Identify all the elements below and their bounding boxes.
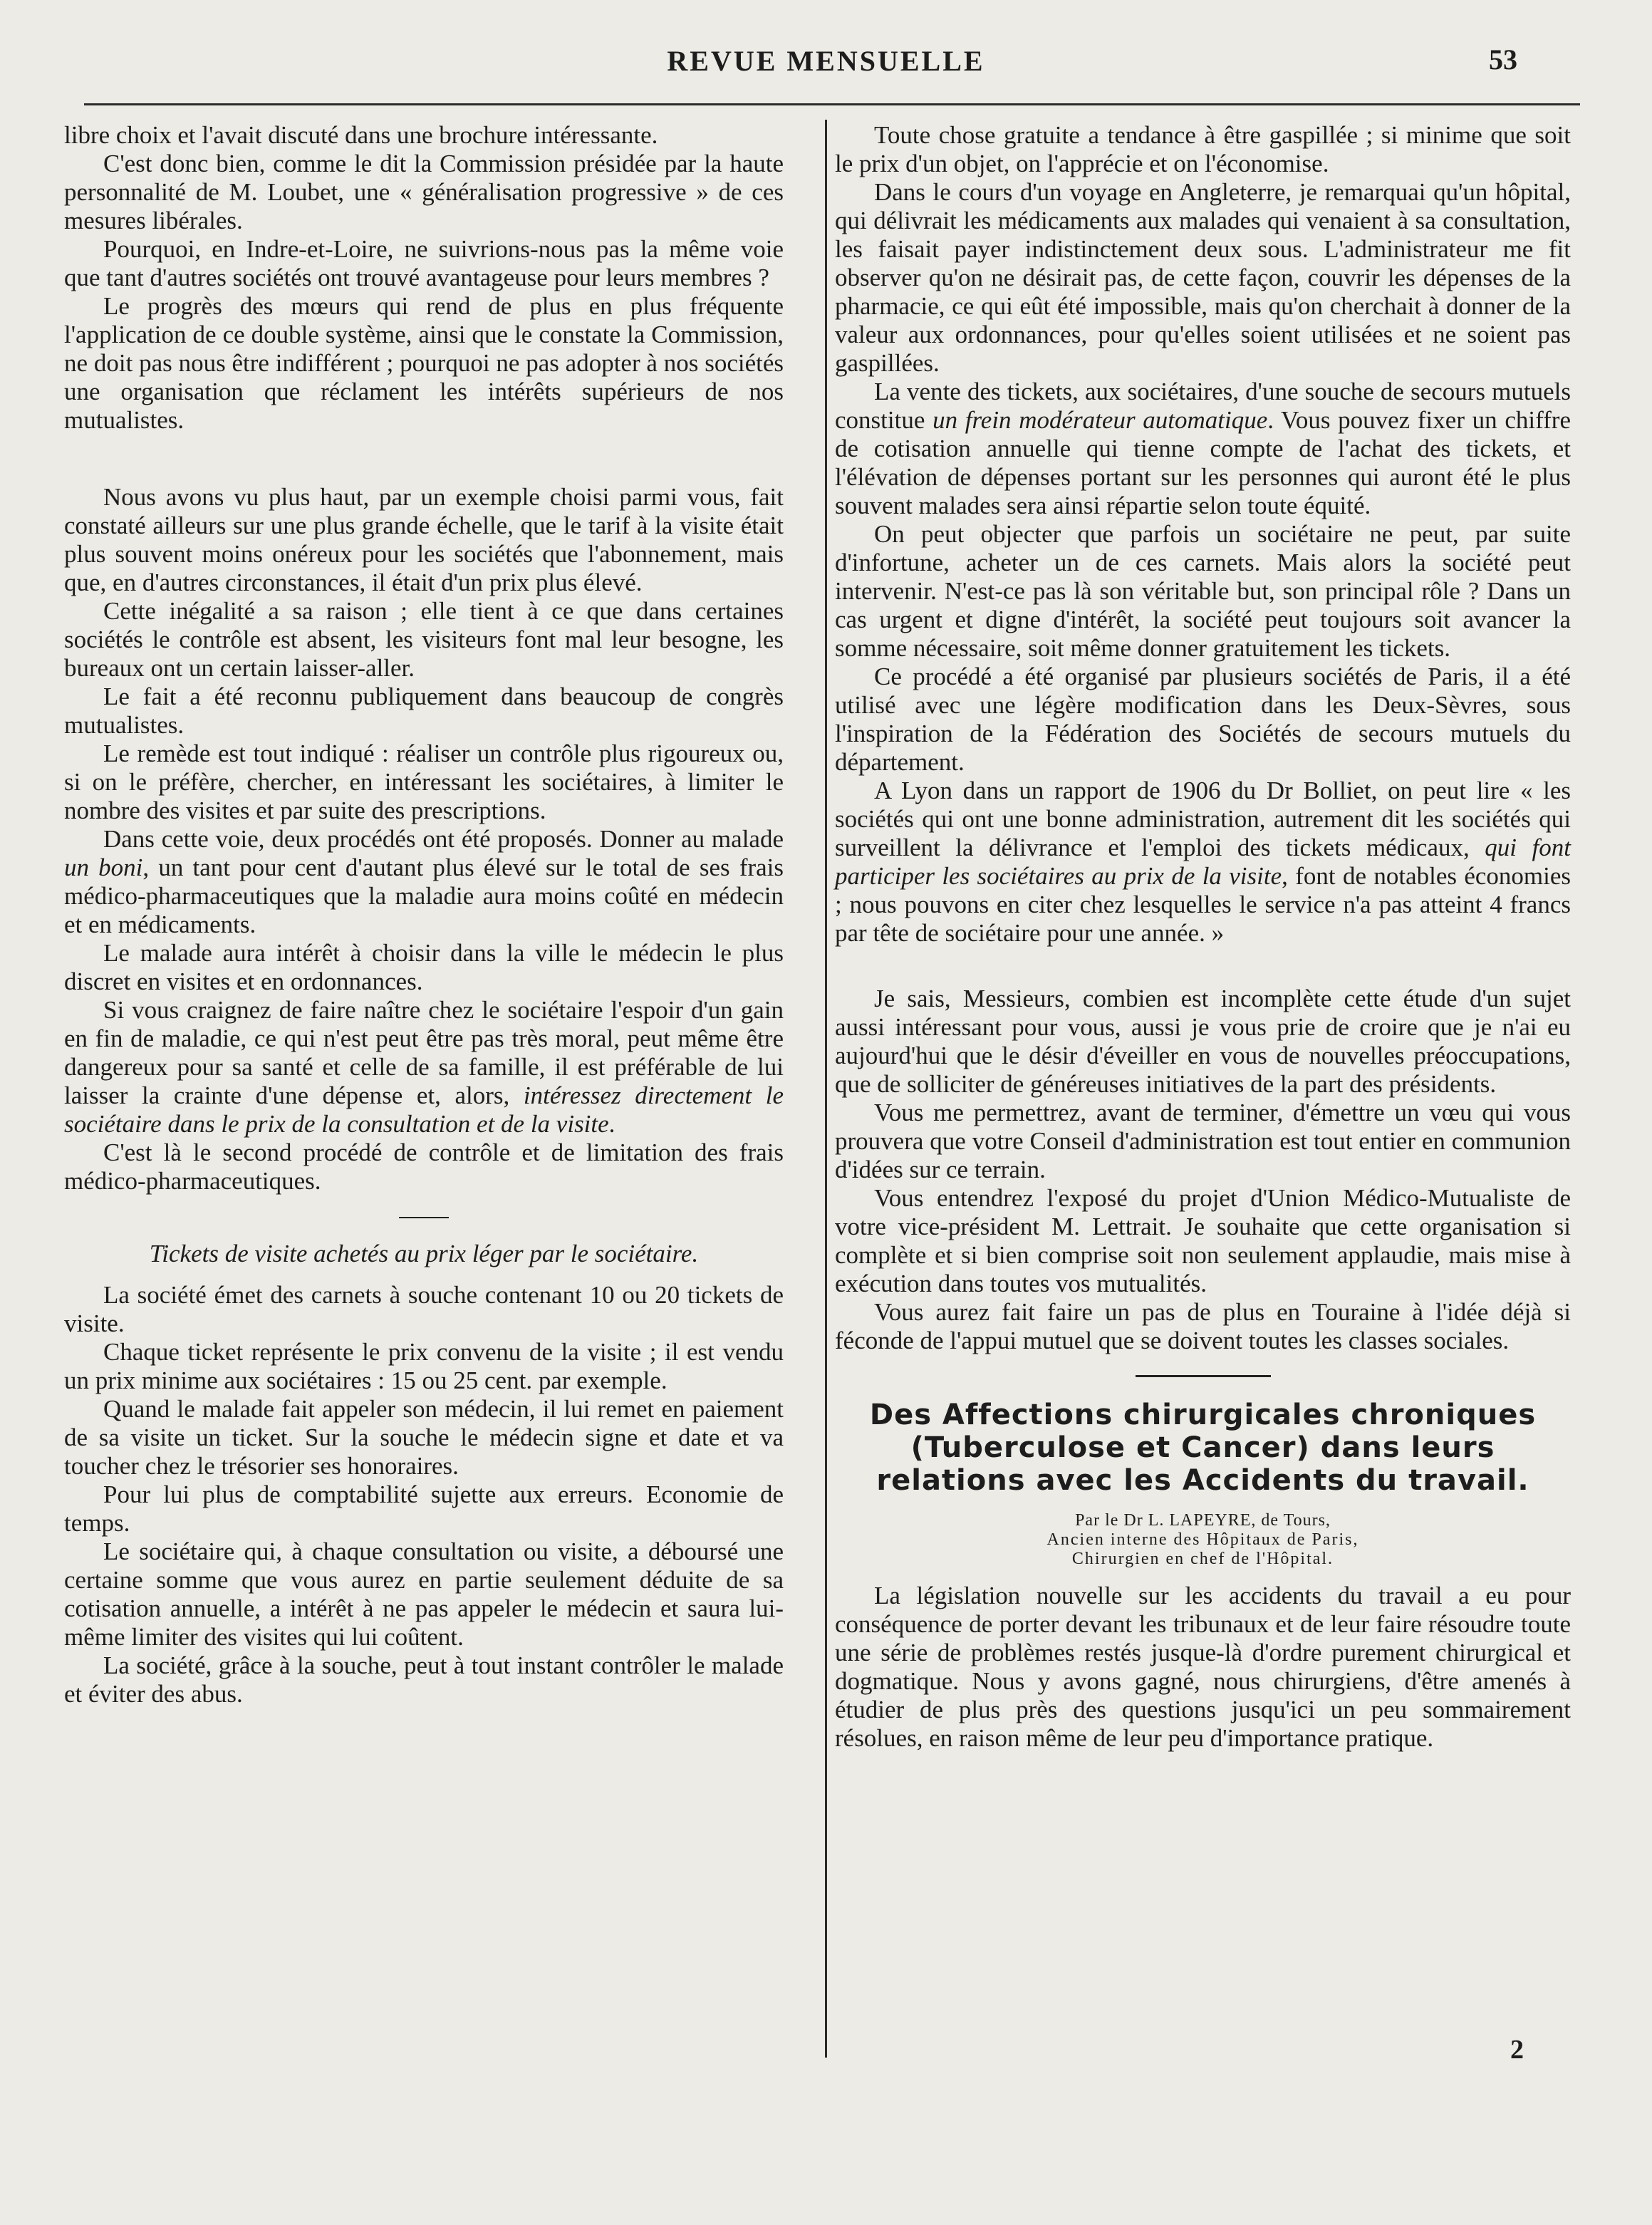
paragraph: Le malade aura intérêt à choisir dans la ville le médecin le plus discret en visites et en ordonnances. xyxy=(64,939,784,995)
paragraph: Le fait a été reconnu publiquement dans beaucoup de congrès mutualistes. xyxy=(64,683,784,739)
paragraph: libre choix et l'avait discuté dans une brochure intéressante. xyxy=(64,121,658,149)
article-title: Des Affections chirurgicales chroniques (Tuberculose et Cancer) dans leurs relations avec les Accidents du travail. xyxy=(869,1399,1537,1497)
subheading: Tickets de visite achetés au prix léger par le sociétaire. xyxy=(149,1240,699,1267)
paragraph: Dans le cours d'un voyage en Angleterre, je remarquai qu'un hôpital, qui délivrait les médicaments aux malades qui venaient à sa consultation, les faisait payer indistinctement deux sous. L'administrateur me fit observer qu'on ne désirait pas, de cette façon, couvrir les dépenses de la pharmacie, ce qui eût été impossible, mais qu'on cherchait à donner de la valeur aux ordonnances, pour qu'elles soient utilisées et ne soient pas gaspillées. xyxy=(835,178,1571,377)
emphasis: intéressez directement le sociétaire dans le prix de la consultation et de la visite xyxy=(64,1082,784,1138)
article-paragraph: La législation nouvelle sur les accidents du travail a eu pour conséquence de porter devant les tribunaux et de leur faire résoudre toute une série de problèmes restés jusque-là d'ordre purement chirurgical et dogmatique. Nous y avons gagné, nous chirurgiens, d'être amenés à étudier de plus près des questions jusqu'ici un peu sommairement résolues, en raison même de leur peu d'importance pratique. xyxy=(835,1582,1571,1752)
paragraph-lyon: A Lyon dans un rapport de 1906 du Dr Bolliet, on peut lire « les sociétés qui ont une bonne administration, autrement dit les sociétés qui surveillent la délivrance et l'emploi des tickets médicaux, qui font participer les sociétaires au prix de la visite, font de notables économies ; nous pouvons en citer chez lesquelles le service n'a pas atteint 4 francs par tête de sociétaire pour une année. » xyxy=(835,777,1572,947)
paragraph: Pour lui plus de comptabilité sujette aux erreurs. Economie de temps. xyxy=(64,1480,784,1537)
article-byline xyxy=(835,1511,1571,1569)
paragraph: C'est là le second procédé de contrôle et de limitation des frais médico-pharmaceutiques. xyxy=(64,1139,784,1195)
emphasis: qui font participer les sociétaires au prix de la visite xyxy=(835,834,1571,890)
paragraph: Vous entendrez l'exposé du projet d'Union Médico-Mutualiste de votre vice-président M. Lettrait. Je souhaite que cette organisation si complète et si bien comprise soit non seulement applaudie, mais mise à exécution dans toutes vos mutualités. xyxy=(835,1184,1571,1297)
byline-position: Chirurgien en chef de l'Hôpital. xyxy=(1071,1550,1334,1568)
paragraph: Cette inégalité a sa raison ; elle tient à ce que dans certaines sociétés le contrôle est absent, les visiteurs font mal leur besogne, les bureaux ont un certain laisser-aller. xyxy=(64,597,784,682)
paragraph: Quand le malade fait appeler son médecin, il lui remet en paiement de sa visite un ticket. Sur la souche le médecin signe et date et va toucher chez le trésorier ses honoraires. xyxy=(64,1395,784,1480)
right-column xyxy=(835,121,1571,1753)
paragraph: Nous avons vu plus haut, par un exemple choisi parmi vous, fait constaté ailleurs sur une plus grande échelle, que le tarif à la visite était plus souvent moins onéreux pour les sociétés que l'abonnement, mais que, en d'autres circonstances, il était d'un prix plus élevé. xyxy=(64,483,784,596)
page-number: 53 xyxy=(1489,43,1517,76)
paragraph: Le progrès des mœurs qui rend de plus en plus fréquente l'application de ce double système, ainsi que le constate la Commission, ne doit pas nous être indifférent ; pourquoi ne pas adopter à nos sociétés une organisation que réclament les intérêts supérieurs de nos mutualistes. xyxy=(64,292,784,434)
paragraph: Ce procédé a été organisé par plusieurs sociétés de Paris, il a été utilisé avec une légère modification dans les Deux-Sèvres, sous l'inspiration de la Fédération des Sociétés de secours mutuels du département. xyxy=(835,663,1571,776)
running-header-title: REVUE MENSUELLE xyxy=(667,45,985,77)
section-gap xyxy=(835,948,1571,985)
byline-author: Par le Dr L. LAPEYRE, de Tours, xyxy=(1075,1511,1331,1530)
signature-mark: 2 xyxy=(1510,2035,1524,2065)
paragraph: Toute chose gratuite a tendance à être gaspillée ; si minime que soit le prix d'un objet, on l'apprécie et on l'économise. xyxy=(835,121,1571,177)
paragraph: Chaque ticket représente le prix convenu de la visite ; il est vendu un prix minime aux sociétaires : 15 ou 25 cent. par exemple. xyxy=(64,1338,784,1394)
paragraph: On peut objecter que parfois un sociétaire ne peut, par suite d'infortune, acheter un de ces carnets. Mais alors la société peut intervenir. N'est-ce pas là son véritable but, son principal rôle ? Dans un cas urgent et digne d'intérêt, la société peut toujours soit avancer la somme nécessaire, soit même donner gratuitement les tickets. xyxy=(835,520,1571,662)
column-separator xyxy=(825,120,827,2058)
left-column xyxy=(64,121,784,1708)
emphasis: un frein modérateur automatique xyxy=(933,406,1268,434)
byline-credentials: Ancien interne des Hôpitaux de Paris, xyxy=(1046,1530,1359,1549)
paragraph-boni: Dans cette voie, deux procédés ont été proposés. Donner au malade un boni, un tant pour cent d'autant plus élevé sur le total de ses frais médico-pharmaceutiques que la maladie aura moins coûté en médecin et en médicaments. xyxy=(64,825,784,938)
paragraph: La société émet des carnets à souche contenant 10 ou 20 tickets de visite. xyxy=(64,1281,784,1337)
paragraph: Je sais, Messieurs, combien est incomplète cette étude d'un sujet aussi intéressant pour vous, aussi je vous prie de croire que je n'ai eu aujourd'hui que le désir d'éveiller en vous de nouvelles préoccupations, que de solliciter de généreuses initiatives de la part des présidents. xyxy=(835,985,1571,1098)
paragraph-craignez: Si vous craignez de faire naître chez le sociétaire l'espoir d'un gain en fin de maladie, ce qui n'est peut être pas très moral, peut même être dangereux pour sa santé et celle de sa famille, il est préférable de lui laisser la crainte d'une dépense et, alors, intéressez directement le sociétaire dans le prix de la consultation et de la visite. xyxy=(64,996,784,1138)
header-rule xyxy=(84,103,1580,105)
paragraph-frein: La vente des tickets, aux sociétaires, d'une souche de secours mutuels constitue un frein modérateur automatique. Vous pouvez fixer un chiffre de cotisation annuelle qui tienne compte de l'achat des tickets, et l'élévation de dépenses portant sur les personnes qui auront été le plus souvent malades sera ainsi répartie selon toute équité. xyxy=(835,378,1571,519)
section-divider xyxy=(399,1217,449,1218)
emphasis: un boni xyxy=(64,854,143,881)
paragraph: Vous me permettrez, avant de terminer, d'émettre un vœu qui vous prouvera que votre Conseil d'administration est tout entier en communion d'idées sur ce terrain. xyxy=(835,1099,1571,1183)
paragraph: La société, grâce à la souche, peut à tout instant contrôler le malade et éviter des abus. xyxy=(64,1651,784,1708)
article-divider xyxy=(1136,1375,1271,1377)
section-gap xyxy=(64,435,784,483)
paragraph: Le remède est tout indiqué : réaliser un contrôle plus rigoureux ou, si on le préfère, chercher, en intéressant les sociétaires, à limiter le nombre des visites et par suite des prescriptions. xyxy=(64,740,784,824)
paragraph: Vous aurez fait faire un pas de plus en Touraine à l'idée déjà si féconde de l'appui mutuel que se doivent toutes les classes sociales. xyxy=(835,1298,1571,1354)
paragraph: Le sociétaire qui, à chaque consultation ou visite, a déboursé une certaine somme que vous aurez en partie seulement déduite de sa cotisation annuelle, a intérêt à ne pas appeler le médecin et saura lui-même limiter des visites qui lui coûtent. xyxy=(64,1537,784,1651)
paragraph: C'est donc bien, comme le dit la Commission présidée par la haute personnalité de M. Loubet, une « généralisation progressive » de ces mesures libérales. xyxy=(64,150,784,234)
paragraph: Pourquoi, en Indre-et-Loire, ne suivrions-nous pas la même voie que tant d'autres sociétés ont trouvé avantageuse pour leurs membres ? xyxy=(64,235,784,291)
